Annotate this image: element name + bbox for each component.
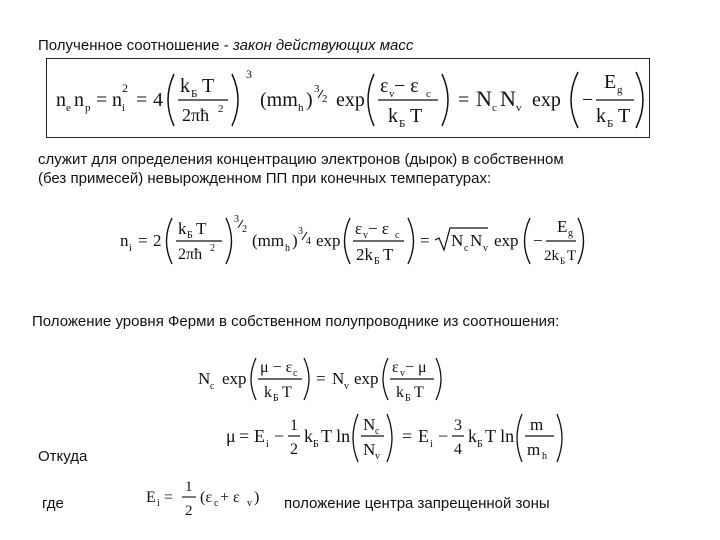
f2-pow1-den: 2	[242, 224, 247, 235]
f3-den2-k: k	[396, 384, 404, 401]
formula-equality	[198, 352, 448, 406]
f5-eq: =	[164, 489, 174, 506]
f2-pow1: 3	[234, 214, 239, 225]
f1-T: T	[202, 75, 215, 97]
f1-Nv: N	[500, 86, 516, 111]
f2-pow2: 3	[298, 226, 303, 237]
f4-q-num: 3	[454, 417, 462, 434]
f4-Nc-sub: c	[375, 426, 380, 437]
f2-minus: −	[533, 231, 543, 250]
f4-q-den: 4	[454, 441, 462, 458]
f4-Nv-sub: v	[375, 451, 380, 462]
f3-den-T: T	[282, 384, 292, 401]
f1-eps-v-sub: v	[389, 88, 395, 100]
f2-rparen3	[578, 218, 584, 264]
f2-mmh-close: )	[292, 231, 298, 250]
f1-ni-sub: i	[122, 102, 126, 114]
f2-eq2: =	[420, 231, 430, 250]
gde-label: где	[42, 495, 64, 512]
f2-sqrt-Nc-sub: c	[464, 243, 469, 254]
f3-num: μ − ε	[260, 359, 293, 376]
f4-mh: m	[527, 440, 541, 459]
f3-Nc-sub: c	[210, 381, 215, 392]
f2-lparen3	[525, 218, 531, 264]
f1-eq3: =	[458, 89, 470, 111]
f4-Ei: E	[254, 426, 265, 446]
f5-den: 2	[185, 503, 193, 519]
f2-exp2: exp	[494, 231, 519, 250]
f3-lparen1	[251, 358, 256, 400]
f1-pow2: 3	[314, 83, 320, 95]
f2-sqrt-Nv: N	[470, 231, 483, 250]
f2-mmh: (mm	[252, 231, 285, 250]
f1-kT-T: T	[410, 105, 423, 127]
f4-lparen1	[353, 414, 358, 462]
f5-Ei-sub: i	[157, 498, 160, 509]
f2-Eg-den-T: T	[567, 248, 577, 264]
f2-lparen1	[167, 218, 173, 264]
f3-den-sub: Б	[273, 393, 279, 404]
f2-k: k	[178, 219, 187, 238]
f4-kT-T: T ln	[321, 426, 351, 446]
heading-dash: -	[219, 37, 233, 54]
f2-sqrt-Nv-sub: v	[483, 243, 488, 254]
f3-num2-rest: − μ	[405, 359, 427, 376]
f5-plus: + ε	[220, 489, 240, 506]
f4-kT2-sub: Б	[477, 439, 483, 450]
f3-lparen2	[383, 358, 388, 400]
f2-exp: exp	[316, 231, 341, 250]
f2-2kT-sub: Б	[374, 256, 380, 267]
f1-minus-eps: − ε	[394, 75, 419, 97]
f1-eps-v: ε	[380, 75, 389, 97]
f1-rparen3	[636, 72, 643, 128]
f1-np: n	[74, 89, 84, 111]
f3-exp: exp	[222, 369, 247, 388]
f1-coef: 4	[153, 89, 163, 111]
f2-pow2-den: 4	[306, 236, 311, 247]
f3-Nc: N	[198, 369, 211, 388]
f5-Ei: E	[146, 489, 156, 506]
f1-Eg: E	[604, 71, 617, 93]
f2-coef: 2	[153, 231, 162, 250]
f1-ne-sub: e	[66, 102, 71, 114]
f4-Nc: N	[363, 415, 376, 434]
f1-2pih: 2πħ	[182, 105, 210, 125]
f3-num2-sub: v	[400, 368, 405, 379]
f3-den2-sub: Б	[405, 393, 411, 404]
f1-Nv-sub: v	[516, 102, 522, 114]
f1-eps-c-sub: c	[426, 88, 431, 100]
otkuda-label: Откуда	[38, 448, 88, 465]
f4-mu: μ	[226, 426, 236, 446]
f3-den-k: k	[264, 384, 272, 401]
f3-num2: ε	[392, 359, 399, 376]
f4-rparen1	[387, 414, 392, 462]
f2-minus-eps: − ε	[368, 219, 389, 238]
formula-Ei	[146, 478, 270, 524]
f1-minus: −	[582, 89, 594, 111]
f2-2kT-k: 2k	[356, 245, 373, 264]
f2-2pih: 2πħ	[178, 246, 203, 263]
f3-rparen2	[436, 358, 441, 400]
f1-ne: n	[56, 89, 66, 111]
f2-lparen2	[345, 218, 351, 264]
f4-kT2-T: T ln	[485, 426, 515, 446]
f1-eq1: =	[96, 89, 108, 111]
f5-close: )	[254, 489, 260, 506]
f3-exp2: exp	[354, 369, 379, 388]
f5-sub2: v	[247, 498, 252, 509]
f1-ni: n	[112, 89, 122, 111]
formula-mu	[226, 408, 576, 470]
paragraph-line2: (без примесей) невырожденном ПП при конечных температурах:	[38, 170, 492, 187]
f2-ni-sub: i	[129, 243, 132, 254]
f1-ni-sup: 2	[122, 81, 128, 95]
f1-eq2: =	[136, 89, 148, 111]
f4-minus2: −	[438, 426, 449, 446]
f2-2pih-sup: 2	[210, 243, 215, 254]
f5-sub1: c	[214, 498, 219, 509]
f2-k-sub: Б	[187, 230, 193, 241]
f1-2pih-sup: 2	[218, 103, 224, 115]
f4-rparen2	[557, 414, 562, 462]
heading-text: Полученное соотношение	[38, 37, 220, 54]
f1-exp: exp	[336, 89, 365, 111]
f1-k: k	[180, 75, 190, 97]
f3-eq: =	[316, 369, 326, 388]
f1-Nc: N	[476, 86, 492, 111]
formula-mass-action	[56, 64, 646, 134]
f1-rparen2	[442, 74, 448, 126]
definition-text: положение центра запрещенной зоны	[284, 495, 550, 512]
f2-T: T	[196, 219, 207, 238]
fermi-heading: Положение уровня Ферми в собственном полупроводнике из соотношения:	[32, 313, 560, 330]
heading-italic: закон действующих масс	[232, 37, 414, 54]
f2-Eg-den-sub: Б	[560, 256, 566, 266]
f4-kT2-k: k	[468, 426, 477, 446]
formula-ni	[120, 208, 580, 272]
f1-lparen3	[571, 72, 578, 128]
f4-minus: −	[274, 426, 285, 446]
f5-open: (ε	[200, 489, 213, 506]
f4-Ei2: E	[418, 426, 429, 446]
f4-Ei-sub: i	[266, 439, 269, 450]
f1-Eg-den-T: T	[618, 105, 631, 127]
f1-mmh-close: )	[306, 89, 313, 111]
f2-eps-c-sub: c	[395, 230, 400, 241]
f2-Eg: E	[557, 217, 568, 236]
f2-ni: n	[120, 231, 129, 250]
f1-Nc-sub: c	[492, 102, 497, 114]
f2-eps-v-sub: v	[363, 230, 368, 241]
f1-mmh-sub: h	[298, 102, 304, 114]
f1-k-sub: Б	[191, 88, 198, 100]
f1-Eg-den-k: k	[596, 105, 606, 127]
f2-eq: =	[138, 231, 148, 250]
f1-Eg-sub: g	[617, 84, 623, 96]
f1-exp2: exp	[532, 89, 561, 111]
f3-Nv-sub: v	[344, 381, 349, 392]
f4-eq: =	[239, 426, 250, 446]
f2-2kT-T: T	[383, 245, 394, 264]
f1-np-sub: p	[85, 102, 91, 114]
f3-Nv: N	[332, 369, 345, 388]
f2-eps-v: ε	[355, 219, 363, 238]
f1-pow2-den: 2	[322, 93, 328, 105]
f4-m: m	[530, 415, 544, 434]
f4-kT-sub: Б	[313, 439, 319, 450]
f1-kT-k: k	[388, 105, 398, 127]
f1-rparen1	[232, 74, 238, 126]
f1-mmh: (mm	[260, 89, 298, 111]
f3-num-sub: c	[293, 368, 298, 379]
f3-den2-T: T	[414, 384, 424, 401]
f4-lparen2	[517, 414, 522, 462]
f1-lparen1	[168, 74, 174, 126]
paragraph-line1: служит для определения концентрацию электронов (дырок) в собственном	[38, 151, 564, 168]
f4-kT-k: k	[304, 426, 313, 446]
f1-kT-sub: Б	[399, 118, 406, 130]
f1-lparen2	[368, 74, 374, 126]
f2-rparen1	[226, 218, 232, 264]
f1-pow1: 3	[246, 67, 252, 81]
f2-mmh-sub: h	[285, 243, 290, 254]
f3-rparen1	[304, 358, 309, 400]
f4-Ei2-sub: i	[430, 439, 433, 450]
f4-half-num: 1	[290, 417, 298, 434]
f5-num: 1	[185, 479, 193, 495]
f2-sqrt-Nc: N	[451, 231, 464, 250]
f4-half-den: 2	[290, 441, 298, 458]
f4-eq2: =	[402, 426, 413, 446]
f4-Nv: N	[363, 440, 376, 459]
f2-Eg-den-k: 2k	[544, 248, 559, 264]
heading	[38, 36, 413, 55]
f4-mh-sub: h	[542, 451, 547, 462]
f2-rparen2	[408, 218, 414, 264]
f2-Eg-sub: g	[568, 228, 573, 239]
f1-Eg-den-sub: Б	[607, 118, 614, 130]
